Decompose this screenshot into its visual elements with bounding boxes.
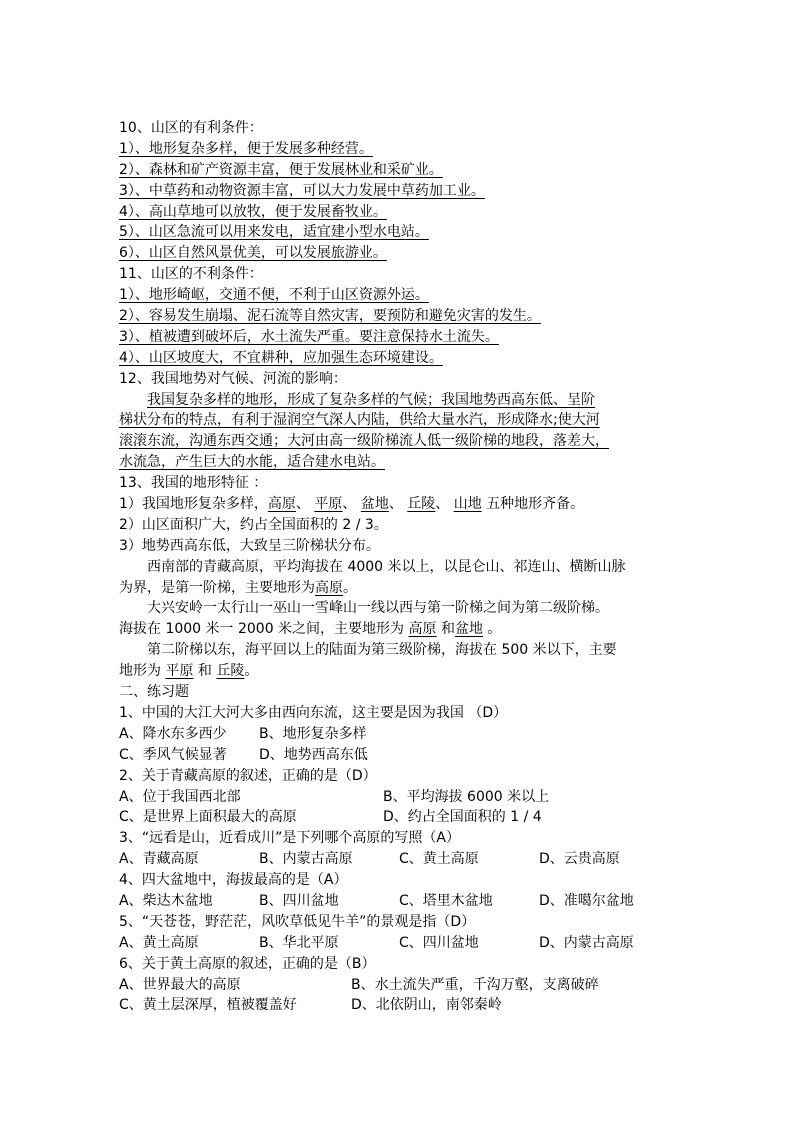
- option-row: [119, 849, 684, 870]
- question: 6、关于黄土高原的叙述，正确的是（B）: [119, 955, 376, 972]
- option-row: [119, 891, 684, 912]
- step3-line-a: 第二阶梯以东，海平回以上的陆面为第三级阶梯，海拔在 500 米以下，主要: [147, 642, 617, 659]
- step3-term-1: 平原: [165, 663, 194, 680]
- option: A、柴达木盆地: [119, 892, 213, 909]
- q10-item: 3）、中草药和动物资源丰富，可以大力发展中草药加工业。: [119, 182, 485, 199]
- step2-line-b: [119, 619, 684, 640]
- step1-suffix: 。: [343, 579, 357, 596]
- q11-item: 2）、容易发生崩塌、泥石流等自然灾害，要预防和避免灾害的发生。: [119, 308, 541, 325]
- option: C、黄土高原: [399, 851, 479, 868]
- step2-term-2: 盆地: [454, 621, 483, 638]
- q13-point-1: 1）我国地形复杂多样，高原、 平原、 盆地、 丘陵、 山地 五种地形齐备。: [119, 496, 585, 513]
- option: C、季风气候显著: [119, 746, 227, 763]
- step3-and: 和: [197, 663, 212, 680]
- exercises-title: 二、练习题: [119, 684, 189, 701]
- step1-line-a: 西南部的青藏高原，平均海拔在 4000 米以上，以昆仑山、祁连山、横断山脉: [147, 558, 626, 575]
- q13-point-3: 3）地势西高东低，大致呈三阶梯状分布。: [119, 537, 380, 554]
- option: A、位于我国西北部: [119, 788, 241, 805]
- step3-suffix: 。: [244, 663, 259, 680]
- option: D、内蒙古高原: [539, 934, 634, 951]
- question: 3、“远看是山，近看成川”是下列哪个高原的写照（A）: [119, 830, 460, 847]
- q12-title: 12、我国地势对气候、河流的影响：: [119, 370, 347, 387]
- q13-title: 13、我国的地形特征 ：: [119, 475, 268, 492]
- step3-prefix: 地形为: [119, 663, 161, 680]
- q10-item: 6）、山区自然风景优美，可以发展旅游业。: [119, 245, 387, 262]
- option: B、平均海拔 6000 米以上: [383, 788, 550, 805]
- q12-text-line: 梯状分布的特点，有利于湿润空气深人内陆，供给大量水汽，形成降水;使大河: [119, 412, 600, 429]
- question: 2、关于青藏高原的叙述，正确的是（D）: [119, 767, 377, 784]
- option: D、准噶尔盆地: [539, 892, 634, 909]
- q13-p1-prefix: 1）我国地形复杂多样，: [119, 496, 268, 513]
- terrain-term: 山地: [453, 496, 482, 513]
- option: A、世界最大的高原: [119, 976, 241, 993]
- option: A、降水东多西少: [119, 725, 227, 742]
- option: B、水土流失严重，千沟万壑，支离破碎: [351, 976, 599, 993]
- option: C、四川盆地: [399, 934, 479, 951]
- option: A、青藏高原: [119, 851, 199, 868]
- option: B、四川盆地: [259, 892, 339, 909]
- option: D、地势西高东低: [259, 746, 368, 763]
- step2-line-a: 大兴安岭一太行山一巫山一雪峰山一线以西与第一阶梯之间为第二级阶梯。: [147, 600, 609, 617]
- option: C、塔里木盆地: [399, 892, 493, 909]
- q12-text-line: 滚滚东流，沟通东西交通；大河由高一级阶梯流人低一级阶梯的地段，落差大，: [119, 433, 609, 450]
- option: C、是世界上面积最大的高原: [119, 809, 297, 826]
- q10-item: 1）、地形复杂多样，便于发展多种经营。: [119, 140, 373, 157]
- step1-line-b: [119, 578, 684, 599]
- option: A、黄土高原: [119, 934, 199, 951]
- step2-term-1: 高原: [408, 621, 437, 638]
- q11-title: 11、山区的不利条件：: [119, 266, 263, 283]
- option-row: [119, 995, 684, 1016]
- option-row: [119, 724, 684, 745]
- option-row: [119, 933, 684, 954]
- q12-text-line: 水流急，产生巨大的水能，适合建水电站。: [119, 454, 385, 471]
- option: B、华北平原: [259, 934, 339, 951]
- step1-term: 高原: [315, 579, 343, 596]
- step2-and: 和: [440, 621, 455, 638]
- q10-item: 5）、山区急流可以用来发电，适宜建小型水电站。: [119, 224, 429, 241]
- terrain-term: 盆地: [360, 496, 389, 513]
- question: 4、四大盆地中，海拔最高的是（A）: [119, 872, 348, 889]
- option-row: [119, 975, 684, 996]
- step2-suffix: 。: [487, 621, 502, 638]
- question: 1、中国的大江大河大多由西向东流，这主要是因为我国 （D）: [119, 704, 508, 721]
- q10-title: 10、山区的有利条件：: [119, 120, 263, 136]
- option: B、地形复杂多样: [259, 725, 367, 742]
- q11-item: 4）、山区坡度大，不宜耕种，应加强生态环境建设。: [119, 349, 443, 366]
- step3-line-b: [119, 661, 684, 682]
- terrain-term: 高原: [267, 496, 296, 513]
- q13-p1-suffix: 五种地形齐备。: [486, 496, 585, 513]
- step3-term-2: 丘陵: [216, 663, 245, 680]
- q11-item: 3）、植被遭到破坏后，水土流失严重。要注意保持水土流失。: [119, 328, 499, 345]
- step1-prefix: 为界，是第一阶梯，主要地形为: [119, 579, 315, 596]
- question: 5、“天苍苍，野茫茫，风吹草低见牛羊”的景观是指（D）: [119, 913, 476, 930]
- q12-text-line: 我国复杂多样的地形，形成了复杂多样的气候；我国地势西高东低、呈阶: [147, 391, 595, 408]
- option: B、内蒙古高原: [259, 851, 353, 868]
- option: D、约占全国面积的 1 / 4: [383, 809, 542, 826]
- step2-prefix: 海拔在 1000 米一 2000 米之间，主要地形为: [119, 621, 405, 638]
- option-row: [119, 745, 684, 766]
- terrain-term: 丘陵: [407, 496, 436, 513]
- q11-item: 1）、地形崎岖，交通不便，不利于山区资源外运。: [119, 287, 429, 304]
- q10-item: 4）、高山草地可以放牧，便于发展畜牧业。: [119, 203, 387, 220]
- option-row: [119, 807, 684, 828]
- q10-item: 2）、森林和矿产资源丰富，便于发展林业和采矿业。: [119, 161, 443, 178]
- option-row: [119, 787, 684, 808]
- document-page: [119, 118, 684, 1016]
- option: D、云贵高原: [539, 851, 620, 868]
- option: C、黄土层深厚，植被覆盖好: [119, 997, 297, 1014]
- q13-point-2: 2）山区面积广大，约占全国面积的 2 / 3。: [119, 516, 388, 533]
- terrain-term: 平原: [314, 496, 343, 513]
- option: D、北依阴山，南邻秦岭: [351, 997, 502, 1014]
